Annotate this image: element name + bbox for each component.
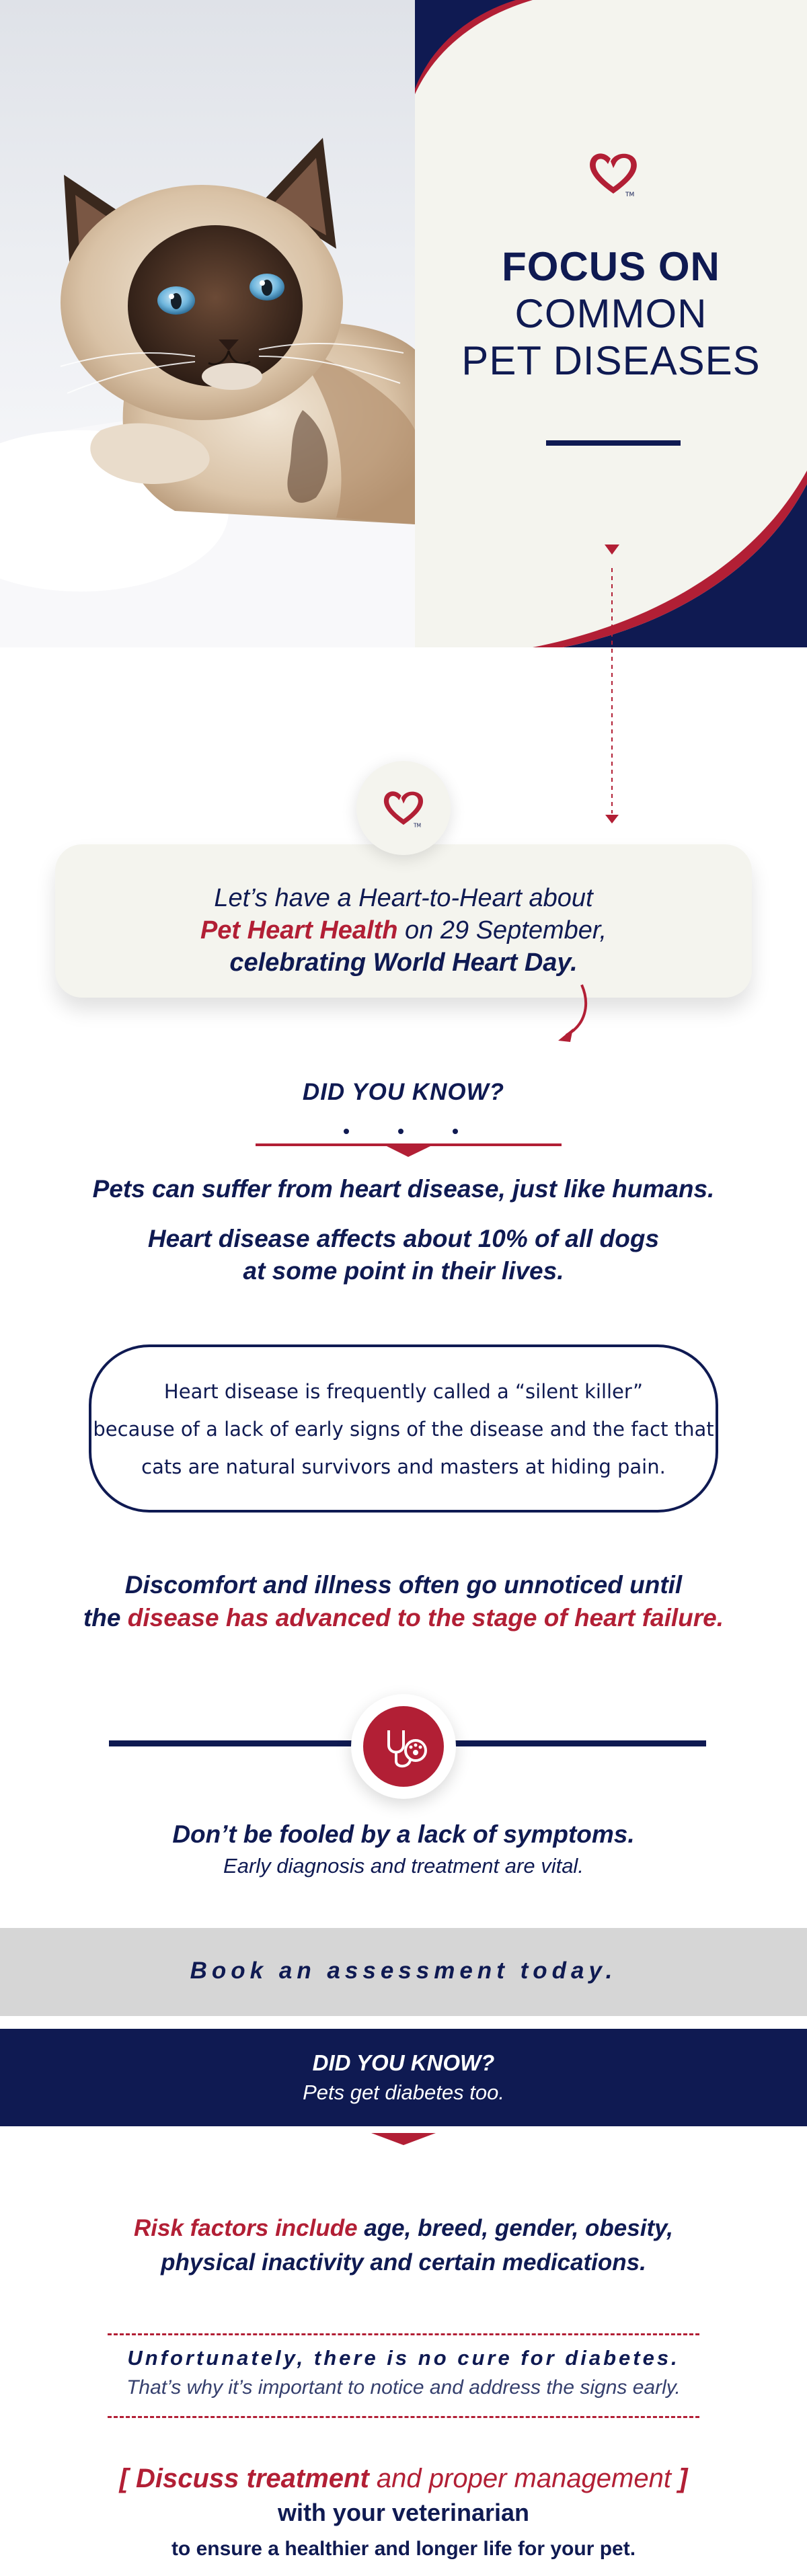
- no-cure-subtext: That’s why it’s important to notice and address the signs early.: [126, 2376, 681, 2399]
- hero-title-line1: FOCUS ON: [502, 244, 720, 289]
- symptoms-heading: Don’t be fooled by a lack of symptoms.: [172, 1820, 635, 1848]
- risk-line1: [0, 2215, 807, 2242]
- risk-line2: physical inactivity and certain medications.: [161, 2249, 646, 2276]
- diabetes-subtext: Pets get diabetes too.: [303, 2081, 504, 2104]
- trademark-text: TM: [414, 822, 422, 828]
- treatment-highlight: Discuss treatment: [136, 2464, 369, 2493]
- silent-killer-line3: cats are natural survivors and masters at hiding pain.: [141, 1455, 666, 1478]
- symptoms-subtext: Early diagnosis and treatment are vital.: [223, 1854, 584, 1878]
- title-underline: [546, 440, 681, 446]
- heart-logo-icon: [381, 788, 426, 828]
- pointer-triangle: [371, 2133, 436, 2146]
- unnoticed-line2: [0, 1604, 807, 1632]
- callout-date: on 29 September,: [397, 916, 607, 944]
- diabetes-band: [0, 2029, 807, 2126]
- curved-arrow-icon: [551, 981, 599, 1049]
- fact-dogs-line1: Heart disease affects about 10% of all dogs: [147, 1225, 660, 1252]
- siamese-cat-illustration: [0, 0, 415, 647]
- hero-title-line2: COMMON: [514, 291, 707, 336]
- silent-killer-line1: Heart disease is frequently called a “silent killer”: [163, 1380, 644, 1403]
- dotted-divider: [256, 1125, 562, 1158]
- trademark-text: TM: [625, 192, 635, 198]
- treatment-rest: and proper management: [369, 2464, 671, 2493]
- symptoms-badge: [351, 1694, 456, 1799]
- bracket-open: [: [119, 2464, 128, 2493]
- stethoscope-paw-icon: [363, 1706, 444, 1787]
- callout-highlight: Pet Heart Health: [200, 916, 398, 944]
- treatment-line2: with your veterinarian: [277, 2499, 530, 2526]
- unnoticed-highlight: disease has advanced to the stage of heart failure.: [127, 1604, 724, 1632]
- callout-logo-badge: [356, 761, 451, 855]
- dashed-divider-top: [108, 2333, 699, 2335]
- cat-photo: [0, 0, 415, 647]
- unnoticed-line1: Discomfort and illness often go unnoticed until: [124, 1571, 683, 1599]
- callout-line2: [55, 914, 752, 947]
- unnoticed-lead: the: [83, 1604, 128, 1632]
- no-cure-heading: Unfortunately, there is no cure for diabetes.: [127, 2346, 680, 2370]
- callout-line1: Let’s have a Heart-to-Heart about: [214, 884, 593, 912]
- silent-killer-line2: because of a lack of early signs of the disease and the fact that: [93, 1418, 714, 1441]
- dashed-divider-bottom: [108, 2416, 699, 2418]
- bracket-close: ]: [679, 2464, 688, 2493]
- hero-section: [0, 0, 807, 647]
- risk-highlight: Risk factors include: [133, 2215, 358, 2241]
- diabetes-heading: DID YOU KNOW?: [312, 2050, 495, 2075]
- book-assessment-link[interactable]: Book an assessment today.: [190, 1958, 617, 1984]
- risk-factors: age, breed, gender, obesity,: [357, 2215, 674, 2241]
- treatment-line3: to ensure a healthier and longer life for your pet.: [171, 2538, 636, 2560]
- hero-title-line3: PET DISEASES: [461, 338, 761, 383]
- did-you-know-heading: DID YOU KNOW?: [302, 1079, 505, 1105]
- fact-dogs-line2: at some point in their lives.: [243, 1257, 564, 1285]
- treatment-line1: [0, 2464, 807, 2494]
- callout-line3: celebrating World Heart Day.: [229, 949, 578, 977]
- dashed-arrow-down: [602, 541, 622, 827]
- fact-heart-disease: Pets can suffer from heart disease, just like humans.: [92, 1175, 715, 1203]
- heart-logo-icon: [586, 149, 640, 198]
